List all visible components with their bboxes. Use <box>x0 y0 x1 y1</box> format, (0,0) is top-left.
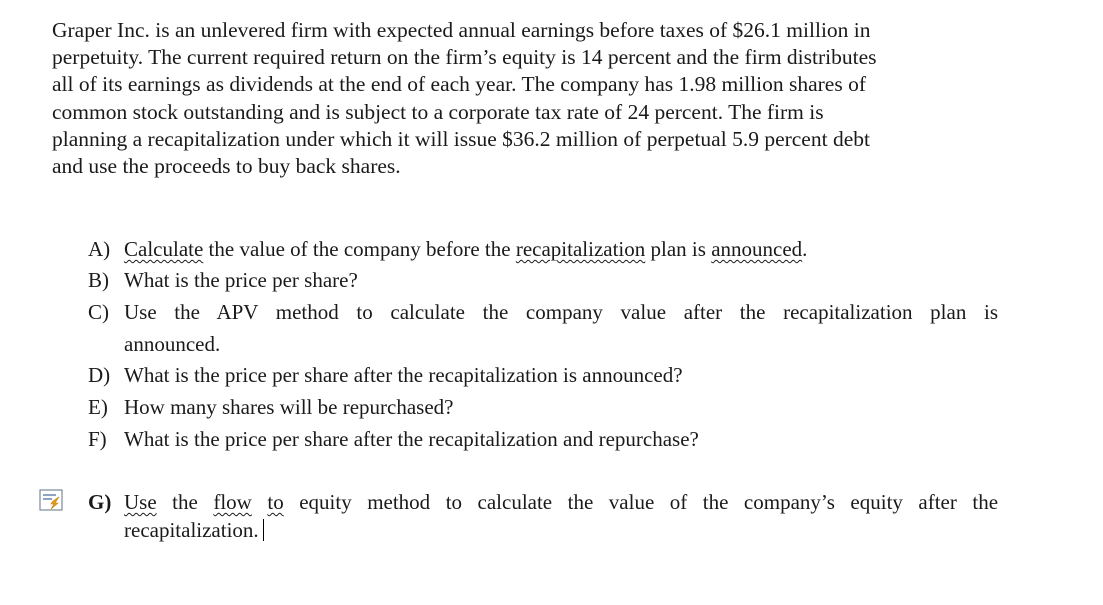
question-e <box>88 393 998 421</box>
question-letter: D) <box>88 363 111 387</box>
question-c-continuation: announced. <box>124 332 221 356</box>
spellcheck-word[interactable]: Calculate <box>124 237 204 261</box>
question-b <box>88 266 998 294</box>
question-g <box>88 488 998 516</box>
intro-line: Graper Inc. is an unlevered firm with expected annual earnings before taxes of $26.1 million in <box>52 18 871 42</box>
question-letter: A) <box>88 237 111 261</box>
text-run: the <box>156 490 214 514</box>
question-a <box>88 235 998 263</box>
comment-note-icon[interactable] <box>39 489 63 515</box>
question-letter: B) <box>88 268 109 292</box>
intro-line: all of its earnings as dividends at the end of each year. The company has 1.98 million shares of <box>52 72 866 97</box>
spellcheck-word[interactable]: announced <box>711 237 803 261</box>
question-letter: G) <box>88 490 112 514</box>
question-text <box>124 235 998 263</box>
question-f <box>88 425 998 453</box>
question-text: What is the price per share after the recapitalization is announced? <box>124 363 683 387</box>
question-text: Use the APV method to calculate the company value after the recapitalization plan is <box>124 300 998 324</box>
question-text: What is the price per share after the recapitalization and repurchase? <box>124 427 699 451</box>
text-run: equity method to calculate the value of the company’s equity after the <box>283 490 999 514</box>
question-c <box>88 298 998 326</box>
text-run: . <box>802 237 808 261</box>
text-cursor <box>263 519 264 541</box>
question-text: How many shares will be repurchased? <box>124 395 454 419</box>
question-letter: F) <box>88 427 107 451</box>
intro-line: planning a recapitalization under which it will issue $36.2 million of perpetual 5.9 percent debt <box>52 126 870 151</box>
text-run: plan is <box>645 237 712 261</box>
spellcheck-word[interactable]: to <box>267 490 284 514</box>
question-d <box>88 361 998 389</box>
question-g-continuation[interactable] <box>124 516 264 544</box>
question-text <box>124 488 998 516</box>
spellcheck-word[interactable]: Use <box>124 490 157 514</box>
spellcheck-word[interactable]: flow <box>213 490 252 514</box>
question-text: What is the price per share? <box>124 268 358 292</box>
question-letter: C) <box>88 300 109 324</box>
text-run <box>252 490 268 514</box>
intro-line: common stock outstanding and is subject to a corporate tax rate of 24 percent. The firm is <box>52 99 824 124</box>
question-letter: E) <box>88 395 108 419</box>
intro-line: perpetuity. The current required return on the firm’s equity is 14 percent and the firm distributes <box>52 45 877 70</box>
text-run: the value of the company before the <box>203 237 516 261</box>
text-run: recapitalization. <box>124 518 259 542</box>
intro-line: and use the proceeds to buy back shares. <box>52 154 401 179</box>
spellcheck-word[interactable]: recapitalization <box>515 237 646 261</box>
problem-statement <box>52 17 982 180</box>
